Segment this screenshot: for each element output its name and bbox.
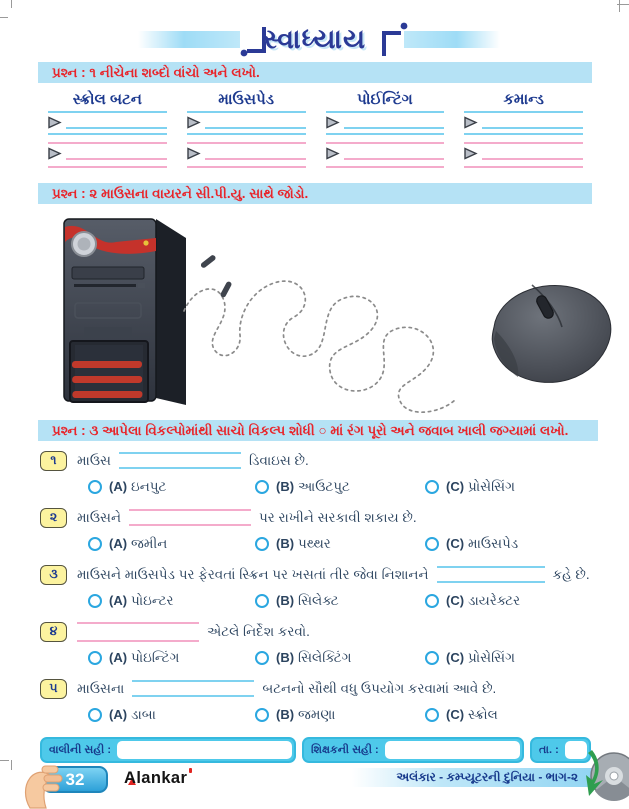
option-label: સિલેક્ટિંગ <box>298 649 352 665</box>
option-c[interactable] <box>425 479 612 495</box>
title-ribbon-right <box>404 31 500 48</box>
arrow-icon <box>464 147 478 160</box>
option-label: સ્ક્રોલ <box>468 706 498 722</box>
q1-column-header: પોઈન્ટિંગ <box>326 91 445 113</box>
option-bubble[interactable] <box>255 480 269 494</box>
option-b[interactable] <box>255 593 425 609</box>
writing-line[interactable] <box>326 166 445 168</box>
option-label: પ્રોસેસિંગ <box>468 478 515 494</box>
question-3-header: પ્રશ્ન : ૩ આપેલા વિકલ્પોમાંથી સાચો વિકલ્પ શોધી ○ માં રંગ પૂરો અને જવાબ ખાલી જગ્યામાં લખો. <box>38 420 598 441</box>
writing-line[interactable] <box>482 127 583 129</box>
date-label: તા. : <box>539 744 559 756</box>
trace-path[interactable] <box>178 215 478 415</box>
question-text-post: પર રાખીને સરકાવી શકાય છે. <box>259 509 417 525</box>
option-label: પથ્થર <box>298 535 331 551</box>
crop-mark <box>617 4 629 5</box>
option-bubble[interactable] <box>255 537 269 551</box>
option-bubble[interactable] <box>425 480 439 494</box>
option-bubble[interactable] <box>88 708 102 722</box>
writing-line[interactable] <box>48 166 167 168</box>
writing-line[interactable] <box>464 133 583 135</box>
q1-column-header: કમાન્ડ <box>464 91 583 113</box>
answer-blank[interactable] <box>77 622 199 642</box>
q2-figure <box>0 207 629 419</box>
option-bubble[interactable] <box>255 708 269 722</box>
option-label: પોઇન્ટિંગ <box>131 649 180 665</box>
option-key: (B) <box>276 536 295 551</box>
option-key: (A) <box>109 593 128 608</box>
option-bubble[interactable] <box>88 480 102 494</box>
q1-column-command <box>464 91 583 168</box>
q1-word-table <box>48 91 583 168</box>
option-key: (C) <box>446 479 465 494</box>
teacher-signature-box <box>302 737 524 763</box>
parent-signature-label: વાલીની સહી : <box>49 744 112 756</box>
option-key: (A) <box>109 650 128 665</box>
mcq-item-4 <box>40 619 612 669</box>
option-bubble[interactable] <box>255 594 269 608</box>
option-c[interactable] <box>425 536 612 552</box>
arrow-icon <box>48 147 62 160</box>
option-c[interactable] <box>425 707 612 723</box>
cd-disc-icon <box>586 748 629 806</box>
option-b[interactable] <box>255 707 425 723</box>
q1-column-header: માઉસપેડ <box>187 91 306 113</box>
option-bubble[interactable] <box>88 537 102 551</box>
parent-signature-field[interactable] <box>117 741 292 759</box>
writing-line[interactable] <box>66 127 167 129</box>
page-title: સ્વાધ્યાય <box>262 24 367 54</box>
writing-line[interactable] <box>464 142 583 144</box>
writing-line[interactable] <box>66 158 167 160</box>
writing-line[interactable] <box>187 133 306 135</box>
option-b[interactable] <box>255 536 425 552</box>
option-bubble[interactable] <box>425 651 439 665</box>
option-a[interactable] <box>88 707 255 723</box>
publisher-name: Alankar <box>124 769 188 787</box>
title-row <box>0 22 629 60</box>
question-text-post: એટલે નિર્દેશ કરવો. <box>207 623 310 639</box>
question-text-pre: માઉસને માઉસપેડ પર ફેરવતાં સ્ક્રિન પર ખસતાં તીર જેવા નિશાનને <box>77 566 429 582</box>
writing-line[interactable] <box>187 166 306 168</box>
mcq-item-2 <box>40 505 612 555</box>
option-label: જમણા <box>298 706 336 722</box>
arrow-icon <box>187 147 201 160</box>
option-label: આઉટપુટ <box>298 478 350 494</box>
writing-line[interactable] <box>205 158 306 160</box>
item-number-badge: ૫ <box>40 679 67 699</box>
publisher-logo <box>124 769 187 788</box>
crop-mark <box>619 0 620 12</box>
q1-column-mousepad <box>187 91 306 168</box>
option-key: (A) <box>109 536 128 551</box>
question-text-pre: માઉસને <box>77 509 122 525</box>
question-text-post: બટનનો સૌથી વધુ ઉપયોગ કરવામાં આવે છે. <box>262 680 497 696</box>
writing-line[interactable] <box>344 158 445 160</box>
option-label: સિલેક્ટ <box>298 592 339 608</box>
page-number-tab: 32 <box>42 766 108 793</box>
option-key: (C) <box>446 707 465 722</box>
date-box <box>530 737 591 763</box>
question-text-post: કહે છે. <box>552 566 590 582</box>
writing-line[interactable] <box>464 166 583 168</box>
q3-items <box>40 448 612 733</box>
q1-column-scroll-button <box>48 91 167 168</box>
question-text-pre: માઉસના <box>77 680 125 696</box>
writing-line[interactable] <box>482 158 583 160</box>
option-a[interactable] <box>88 593 255 609</box>
hand-illustration <box>20 764 72 809</box>
option-bubble[interactable] <box>255 651 269 665</box>
mouse-image <box>466 269 626 395</box>
q1-column-header: સ્ક્રોલ બટન <box>48 91 167 113</box>
option-key: (C) <box>446 536 465 551</box>
option-a[interactable] <box>88 650 255 666</box>
option-label: ડાબા <box>131 706 156 722</box>
question-text-pre: માઉસ <box>77 452 111 468</box>
option-key: (B) <box>276 593 295 608</box>
teacher-signature-field[interactable] <box>385 741 520 759</box>
writing-line[interactable] <box>326 142 445 144</box>
option-c[interactable] <box>425 593 612 609</box>
option-label: માઉસપેડ <box>468 535 519 551</box>
crop-mark <box>11 0 12 8</box>
option-bubble[interactable] <box>425 708 439 722</box>
option-key: (C) <box>446 650 465 665</box>
option-b[interactable] <box>255 650 425 666</box>
item-number-badge: ૨ <box>40 508 67 528</box>
crop-mark <box>0 760 9 761</box>
option-label: પ્રોસેસિંગ <box>468 649 515 665</box>
option-label: ડાયરેક્ટર <box>468 592 521 608</box>
writing-line[interactable] <box>205 127 306 129</box>
arrow-icon <box>326 147 340 160</box>
book-title-bar: અલંકાર - કમ્પ્યૂટરની દુનિયા - ભાગ-૨ <box>352 768 604 787</box>
writing-line[interactable] <box>326 133 445 135</box>
writing-line[interactable] <box>48 133 167 135</box>
question-text-post: ડિવાઇસ છે. <box>248 452 309 468</box>
writing-line[interactable] <box>187 142 306 144</box>
option-bubble[interactable] <box>425 537 439 551</box>
arrow-icon <box>187 116 201 129</box>
q1-column-pointing <box>326 91 445 168</box>
option-key: (B) <box>276 650 295 665</box>
crop-mark <box>11 760 12 770</box>
teacher-signature-label: શિક્ષકની સહી : <box>311 744 379 756</box>
answer-blank[interactable] <box>132 680 254 697</box>
option-key: (A) <box>109 707 128 722</box>
option-a[interactable] <box>88 536 255 552</box>
date-field[interactable] <box>565 741 587 759</box>
option-a[interactable] <box>88 479 255 495</box>
crop-mark <box>0 17 8 18</box>
item-number-badge: ૩ <box>40 565 67 585</box>
option-label: જમીન <box>131 535 168 551</box>
answer-blank[interactable] <box>119 452 241 469</box>
option-label: ઇનપુટ <box>131 478 167 494</box>
option-label: પોઇન્ટર <box>131 592 174 608</box>
option-c[interactable] <box>425 650 612 666</box>
option-bubble[interactable] <box>425 594 439 608</box>
option-key: (A) <box>109 479 128 494</box>
mcq-item-1 <box>40 448 612 498</box>
item-number-badge: ૪ <box>40 622 67 642</box>
question-1-header: પ્રશ્ન : ૧ નીચેના શબ્દો વાંચો અને લખો. <box>38 62 592 83</box>
option-bubble[interactable] <box>88 594 102 608</box>
mcq-item-5 <box>40 676 612 726</box>
signature-row <box>40 737 591 763</box>
arrow-icon <box>464 116 478 129</box>
arrow-icon <box>48 116 62 129</box>
option-key: (B) <box>276 707 295 722</box>
answer-blank[interactable] <box>437 566 545 583</box>
option-key: (B) <box>276 479 295 494</box>
option-b[interactable] <box>255 479 425 495</box>
arrow-icon <box>326 116 340 129</box>
option-key: (C) <box>446 593 465 608</box>
parent-signature-box <box>40 737 296 763</box>
writing-line[interactable] <box>48 142 167 144</box>
option-bubble[interactable] <box>88 651 102 665</box>
question-2-header: પ્રશ્ન : ૨ માઉસના વાયરને સી.પી.યુ. સાથે જોડો. <box>38 183 592 204</box>
writing-line[interactable] <box>344 127 445 129</box>
answer-blank[interactable] <box>129 509 251 526</box>
cpu-tower-image <box>58 211 192 417</box>
item-number-badge: ૧ <box>40 451 67 471</box>
logo-accent <box>189 768 192 773</box>
mcq-item-3 <box>40 562 612 612</box>
